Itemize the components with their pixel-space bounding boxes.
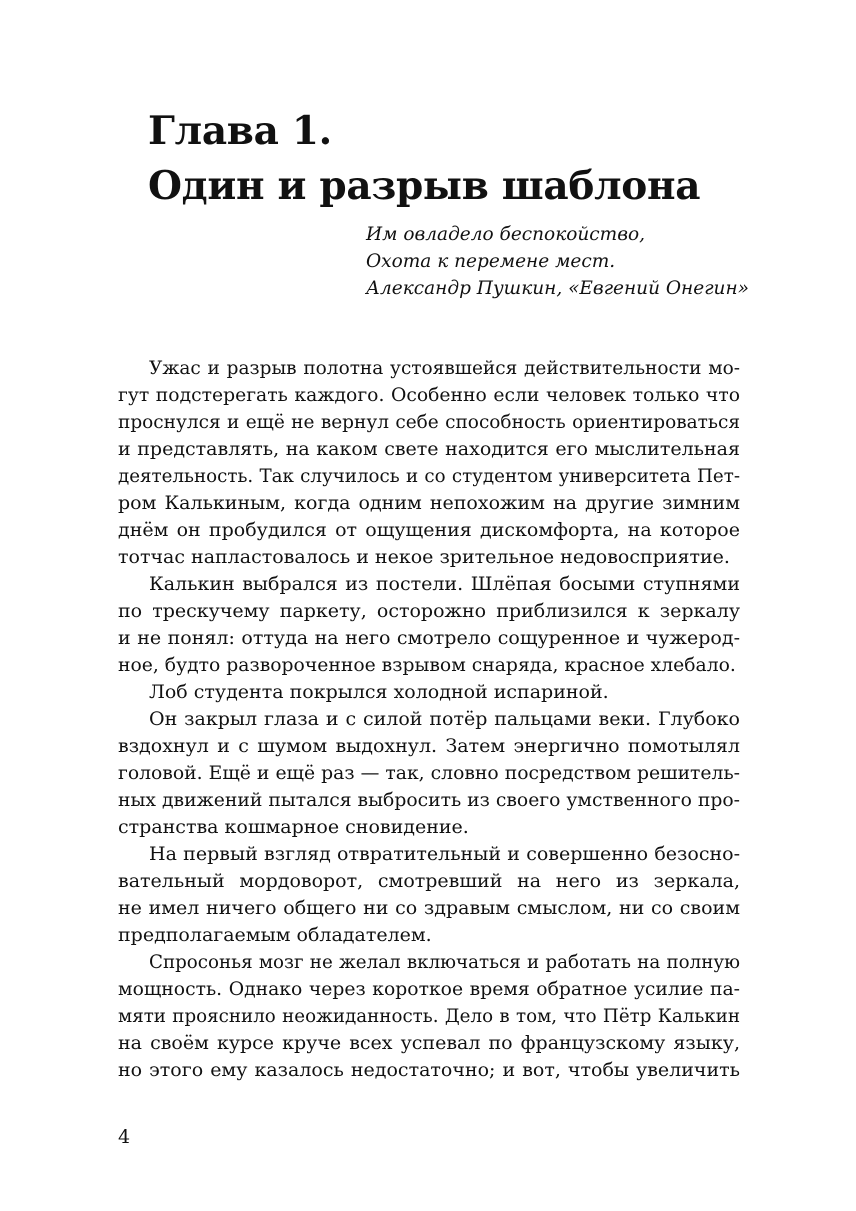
text-line: гут подстерегать каждого. Особенно если человек только что — [118, 385, 740, 406]
paragraph — [118, 949, 740, 1084]
text-line: не имел ничего общего ни со здравым смыслом, ни со своим — [118, 897, 740, 919]
text-line: головой. Ещё и ещё раз — так, словно посредством решитель- — [118, 763, 740, 784]
text-line: вздохнул и с шумом выдохнул. Затем энергично помотылял — [118, 735, 740, 757]
epigraph-line-1: Им овладело беспокойство, — [366, 224, 645, 245]
text-line: Ужас и разрыв полотна устоявшейся действительности мо- — [149, 358, 740, 379]
epigraph — [366, 221, 749, 302]
text-line: На первый взгляд отвратительный и совершенно безосно- — [149, 843, 740, 865]
chapter-title — [148, 104, 768, 214]
paragraph — [118, 679, 740, 706]
text-line: и представлять, на каком свете находится его мыслительная — [118, 438, 740, 460]
body-text — [118, 355, 740, 1084]
text-line: ных движений пытался выбросить из своего умственного про- — [118, 790, 740, 811]
text-line: на своём курсе круче всех успевал по французскому языку, — [118, 1032, 740, 1054]
text-line: Калькин выбрался из постели. Шлёпая босыми ступнями — [149, 573, 740, 595]
text-line: мощность. Однако через короткое время обратное усилие па- — [118, 979, 740, 1000]
text-line: днём он пробудился от ощущения дискомфорта, на которое — [118, 519, 740, 541]
epigraph-attribution: Александр Пушкин, «Евгений Онегин» — [366, 278, 749, 299]
epigraph-line-2: Охота к перемене мест. — [366, 251, 616, 272]
text-line: предполагаемым обладателем. — [118, 924, 432, 946]
text-line: проснулся и ещё не вернул себе способность ориентироваться — [118, 412, 740, 433]
text-line: странства кошмарное сновидение. — [118, 816, 469, 838]
text-line: вательный мордоворот, смотревший на него из зеркала, — [118, 870, 740, 892]
text-line: Он закрыл глаза и с силой потёр пальцами веки. Глубоко — [149, 708, 740, 730]
text-line: Спросонья мозг не желал включаться и работать на полную — [149, 952, 740, 973]
paragraph — [118, 706, 740, 841]
page-number: 4 — [118, 1126, 131, 1148]
text-line: по трескучему паркету, осторожно приблизился к зеркалу — [118, 600, 740, 622]
text-line: ное, будто развороченное взрывом снаряда, красное хлебало. — [118, 655, 736, 676]
paragraph — [118, 841, 740, 949]
text-line: тотчас напластовалось и некое зрительное недовосприятие. — [118, 546, 730, 568]
paragraph — [118, 571, 740, 679]
text-line: мяти прояснило неожиданность. Дело в том, что Пётр Калькин — [118, 1006, 740, 1027]
text-line: и не понял: оттуда на него смотрело сощуренное и чужерод- — [118, 627, 740, 649]
text-line: деятельность. Так случилось и со студентом университета Пет- — [118, 466, 740, 487]
text-line: но этого ему казалось недостаточно; и вот, чтобы увеличить — [118, 1059, 740, 1081]
chapter-title-line-2: Один и разрыв шаблона — [148, 163, 701, 209]
paragraph — [118, 355, 740, 571]
text-line: Лоб студента покрылся холодной испариной. — [149, 681, 609, 703]
chapter-title-line-1: Глава 1. — [148, 108, 332, 154]
text-line: ром Калькиным, когда одним непохожим на другие зимним — [118, 492, 740, 514]
